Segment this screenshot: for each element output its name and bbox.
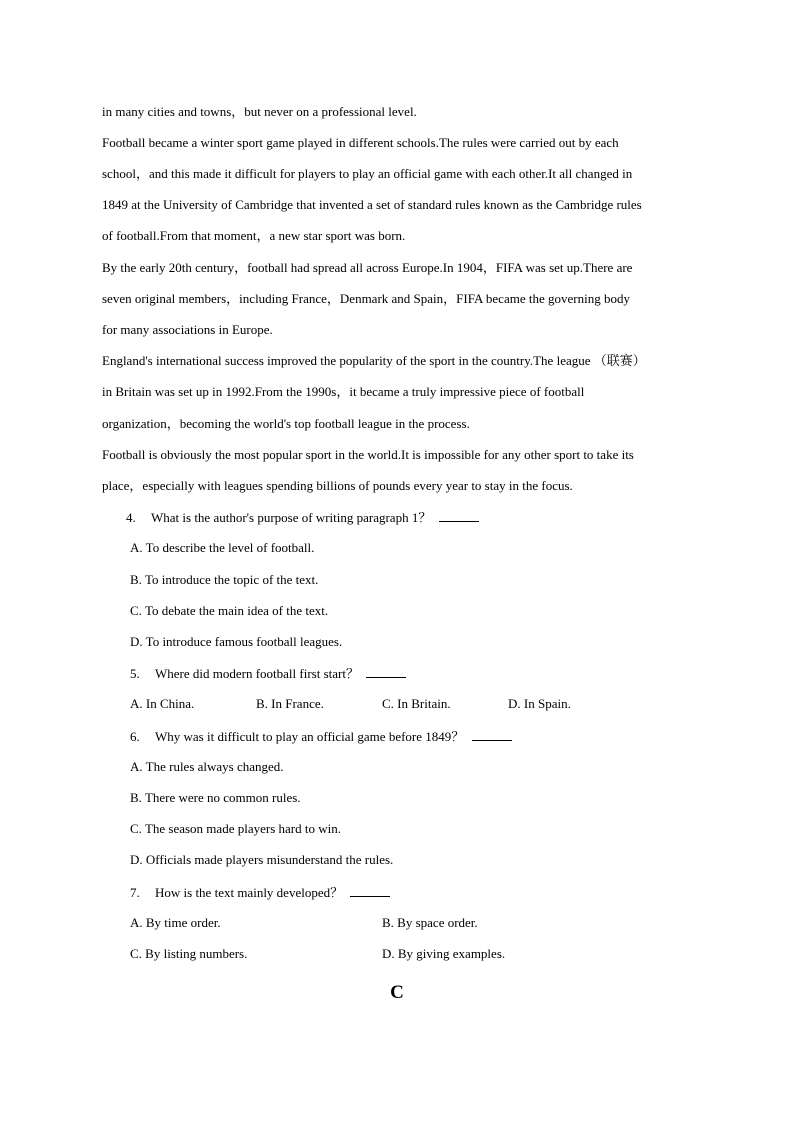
option-letter: B. [382, 915, 394, 930]
passage-line: 1849 at the University of Cambridge that invented a set of standard rules known as the Cambridge rules [102, 197, 642, 212]
question-7 [130, 884, 390, 901]
option-text: To introduce the topic of the text. [144, 572, 319, 587]
option-text: To describe the level of football. [145, 540, 315, 555]
option-a[interactable] [130, 915, 221, 931]
option-text: By space order. [397, 915, 478, 930]
passage-line: England's international success improved the popularity of the sport in the country.The league （联赛） [102, 353, 646, 368]
option-text: In Spain. [523, 696, 571, 711]
question-text: How is the text mainly developed？ [155, 885, 344, 900]
passage-line: in Britain was set up in 1992.From the 1990s，it became a truly impressive piece of football [102, 384, 585, 399]
option-letter: B. [130, 790, 142, 805]
section-heading: C [390, 982, 404, 1003]
question-number: 7. [130, 885, 140, 900]
option-letter: B. [256, 696, 268, 711]
option-d[interactable] [130, 634, 342, 650]
option-letter: C. [130, 946, 142, 961]
option-c[interactable] [130, 821, 341, 837]
passage-line: seven original members，including France，Denmark and Spain，FIFA became the governing body [102, 291, 630, 306]
option-letter: C. [130, 821, 142, 836]
option-d[interactable] [508, 696, 571, 712]
option-text: To debate the main idea of the text. [144, 603, 329, 618]
option-c[interactable] [382, 696, 451, 712]
question-text: Where did modern football first start？ [155, 666, 359, 681]
answer-blank[interactable] [366, 665, 406, 678]
option-letter: A. [130, 540, 143, 555]
option-a[interactable] [130, 696, 194, 712]
question-number: 6. [130, 729, 140, 744]
option-letter: A. [130, 696, 143, 711]
option-text: In Britain. [397, 696, 451, 711]
option-letter: B. [130, 572, 142, 587]
option-c[interactable] [130, 946, 247, 962]
option-text: The rules always changed. [145, 759, 284, 774]
option-text: There were no common rules. [144, 790, 301, 805]
question-text: What is the author's purpose of writing paragraph 1？ [151, 510, 432, 525]
option-d[interactable] [382, 946, 505, 962]
option-text: Officials made players misunderstand the rules. [145, 852, 394, 867]
option-b[interactable] [256, 696, 324, 712]
question-4 [126, 509, 479, 526]
option-text: By listing numbers. [145, 946, 248, 961]
passage-line: in many cities and towns，but never on a professional level. [102, 104, 417, 119]
question-text: Why was it difficult to play an official game before 1849？ [155, 729, 465, 744]
option-letter: D. [508, 696, 521, 711]
option-letter: C. [382, 696, 394, 711]
option-letter: C. [130, 603, 142, 618]
passage-line: By the early 20th century，football had spread all across Europe.In 1904，FIFA was set up.There are [102, 260, 633, 275]
question-6 [130, 728, 512, 745]
option-text: By time order. [145, 915, 221, 930]
option-c[interactable] [130, 603, 328, 619]
question-number: 5. [130, 666, 140, 681]
option-b[interactable] [382, 915, 478, 931]
question-5 [130, 665, 406, 682]
option-letter: D. [130, 634, 143, 649]
passage-line: of football.From that moment，a new star sport was born. [102, 228, 406, 243]
option-d[interactable] [130, 852, 393, 868]
answer-blank[interactable] [350, 884, 390, 897]
option-a[interactable] [130, 540, 314, 556]
answer-blank[interactable] [472, 728, 512, 741]
option-letter: D. [382, 946, 395, 961]
passage-line: school，and this made it difficult for players to play an official game with each other.It all changed in [102, 166, 633, 181]
option-a[interactable] [130, 759, 284, 775]
option-text: To introduce famous football leagues. [145, 634, 343, 649]
option-text: By giving examples. [397, 946, 506, 961]
option-text: In France. [271, 696, 324, 711]
passage-line: organization，becoming the world's top football league in the process. [102, 416, 470, 431]
passage-line: Football is obviously the most popular sport in the world.It is impossible for any other sport to take its [102, 447, 634, 462]
option-letter: D. [130, 852, 143, 867]
passage-line: for many associations in Europe. [102, 322, 273, 337]
answer-blank[interactable] [439, 509, 479, 522]
passage-line: place，especially with leagues spending billions of pounds every year to stay in the focus. [102, 478, 573, 493]
option-b[interactable] [130, 572, 318, 588]
option-letter: A. [130, 915, 143, 930]
question-number: 4. [126, 510, 136, 525]
option-b[interactable] [130, 790, 301, 806]
passage-line: Football became a winter sport game played in different schools.The rules were carried out by each [102, 135, 619, 150]
option-letter: A. [130, 759, 143, 774]
option-text: The season made players hard to win. [144, 821, 341, 836]
option-text: In China. [145, 696, 195, 711]
